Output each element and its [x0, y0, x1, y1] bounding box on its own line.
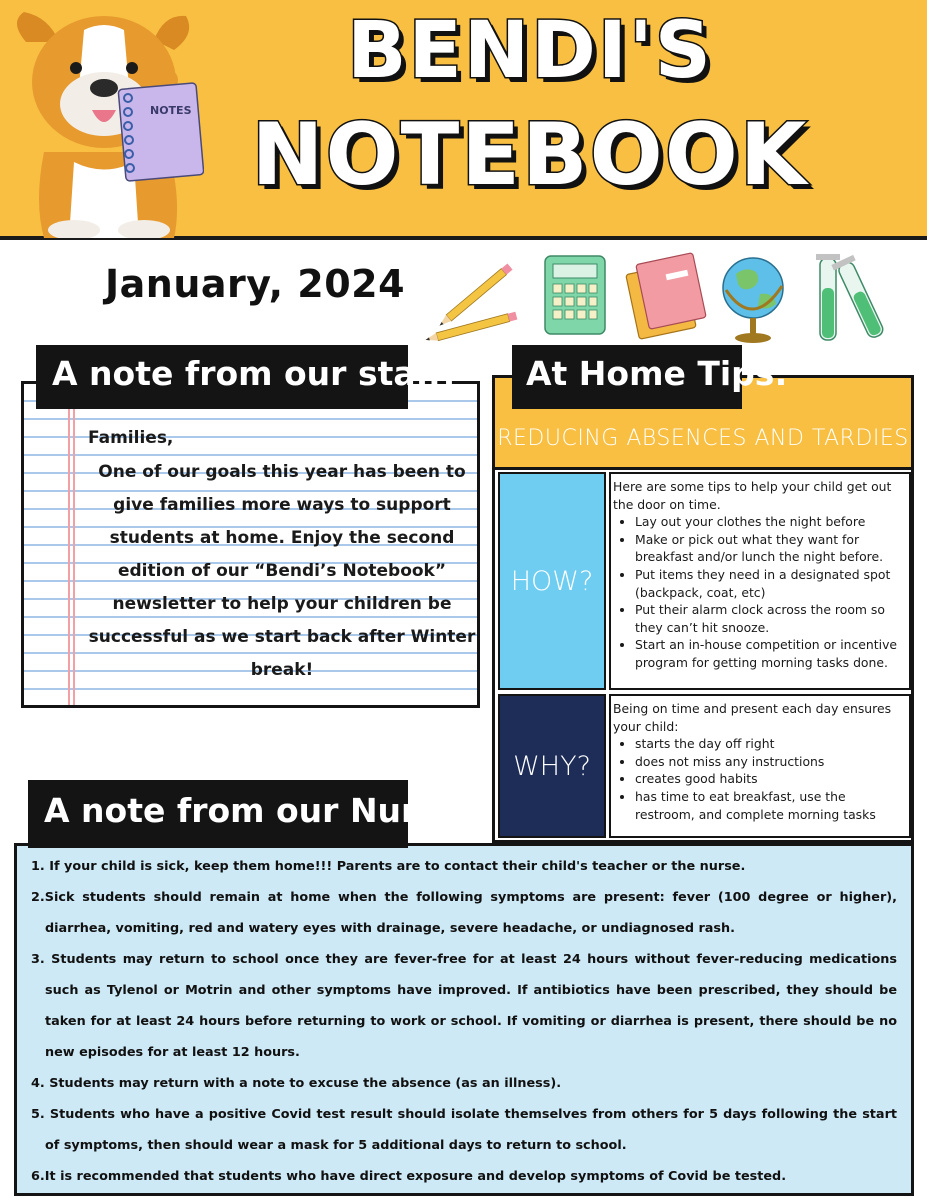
- why-intro: Being on time and present each day ensures your child:: [613, 701, 892, 734]
- nurse-item: 6.It is recommended that students who have direct exposure and develop symptoms of Covid be tested.: [31, 1169, 787, 1184]
- how-list: [613, 513, 906, 671]
- how-list-item: • Put items they need in a designated spot (backpack, coat, etc): [635, 566, 906, 601]
- how-list-item: • Make or pick out what they want for breakfast and/or lunch the night before.: [635, 531, 906, 566]
- why-list-item: • starts the day off right: [635, 735, 906, 753]
- nurse-item: 2.Sick students should remain at home when the following symptoms are present: fever (100 degree or higher), diarrhea, vomiting, red and watery eyes with drainage, severe headache, or undiagnosed rash.: [31, 890, 897, 936]
- nurse-item: 4. Students may return with a note to excuse the absence (as an illness).: [31, 1076, 562, 1091]
- title-line-2: NOTEBOOK: [251, 105, 809, 205]
- why-key-cell: WHY?: [498, 694, 606, 838]
- pencil-icon: [425, 263, 518, 343]
- school-supplies-illustration: [420, 248, 920, 353]
- paper-margin-line: [73, 384, 75, 705]
- header-banner: [0, 0, 927, 240]
- why-list-item: • creates good habits: [635, 770, 906, 788]
- how-list-item: • Start an in-house competition or incentive program for getting morning tasks done.: [635, 636, 906, 671]
- how-list-item: • Lay out your clothes the night before: [635, 513, 906, 531]
- nurse-note-box: [14, 843, 914, 1196]
- title-line-1: BENDI'S: [347, 6, 713, 96]
- staff-note-label: A note from our staff:: [36, 345, 408, 409]
- nurse-item: 5. Students who have a positive Covid test result should isolate themselves from others for 5 days following the start of symptoms, then should wear a mask for 5 additional days to return to school.: [31, 1107, 897, 1153]
- why-list-item: • has time to eat breakfast, use the restroom, and complete morning tasks: [635, 788, 906, 823]
- how-text-cell: [609, 472, 911, 690]
- at-home-tips-panel: [492, 375, 914, 843]
- globe-icon: [723, 258, 783, 343]
- why-text-cell: [609, 694, 911, 838]
- at-home-tips-label: At Home Tips:: [512, 345, 742, 409]
- how-intro: Here are some tips to help your child get out the door on time.: [613, 479, 892, 512]
- staff-note-paper: [21, 381, 480, 708]
- notebooks-icon: [626, 253, 706, 340]
- tips-subtitle: REDUCING ABSENCES AND TARDIES: [497, 426, 909, 451]
- staff-note-body: One of our goals this year has been to give families more ways to support students at home. Enjoy the second edition of our “Bendi’s Notebook” newsletter to help your children be successful as we start back after Winter break!: [88, 462, 476, 680]
- staff-note-greeting: Families,: [88, 428, 174, 448]
- how-list-item: • Put their alarm clock across the room so they can’t hit snooze.: [635, 601, 906, 636]
- test-tubes-icon: [816, 254, 889, 341]
- why-list: [613, 735, 906, 823]
- paper-margin-line: [68, 384, 70, 705]
- why-list-item: • does not miss any instructions: [635, 753, 906, 771]
- newsletter-title: [250, 6, 810, 205]
- bulldog-mascot-icon: [4, 2, 204, 238]
- issue-date: January, 2024: [105, 262, 406, 306]
- nurse-item: 3. Students may return to school once they are fever-free for at least 24 hours without fever-reducing medications such as Tylenol or Motrin and other symptoms have improved. If antibiotics have been prescribed, they should be taken for at least 24 hours before returning to work or school. If vomiting or diarrhea is present, there should be no new episodes for at least 12 hours.: [31, 952, 897, 1060]
- nurse-note-label: A note from our Nurse:: [28, 780, 408, 848]
- calculator-icon: [545, 256, 605, 334]
- notes-pad-label: NOTES: [150, 104, 192, 117]
- how-key-cell: HOW?: [498, 472, 606, 690]
- nurse-item: 1. If your child is sick, keep them home!!! Parents are to contact their child's teacher or the nurse.: [31, 859, 746, 874]
